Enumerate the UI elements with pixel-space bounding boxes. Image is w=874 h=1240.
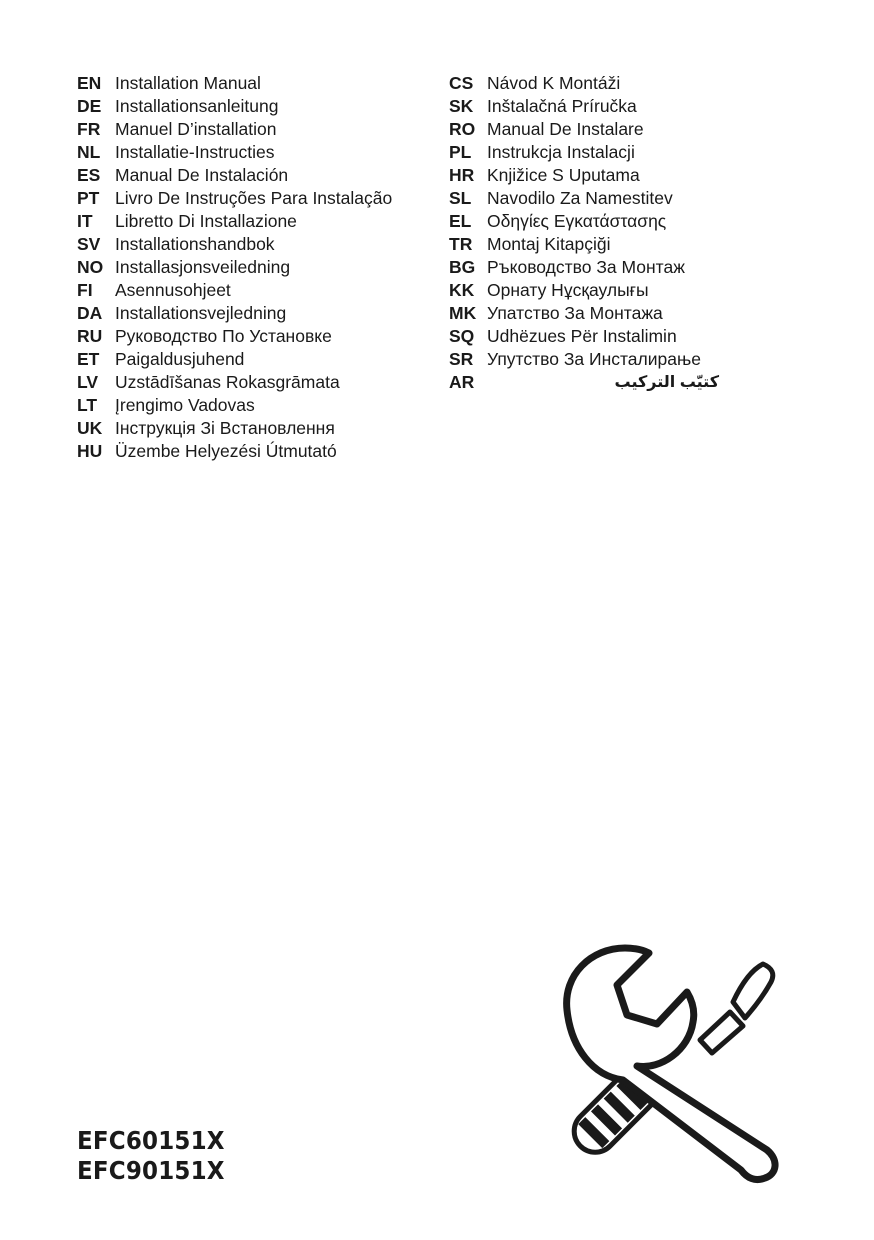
- language-code: SR: [449, 349, 474, 369]
- language-row-nl: [77, 141, 392, 164]
- language-row-mk: [449, 302, 719, 325]
- manual-title: Instrukcja Instalacji: [487, 142, 635, 162]
- manual-title: Руководство По Установке: [115, 326, 332, 346]
- language-row-ar: [449, 371, 719, 394]
- language-code: PL: [449, 142, 472, 162]
- language-code: IT: [77, 211, 93, 231]
- manual-title: Manual De Instalare: [487, 119, 644, 139]
- language-row-et: [77, 348, 392, 371]
- language-code: MK: [449, 303, 477, 323]
- language-row-es: [77, 164, 392, 187]
- language-row-bg: [449, 256, 719, 279]
- language-row-de: [77, 95, 392, 118]
- language-code: RU: [77, 326, 103, 346]
- language-code: CS: [449, 73, 474, 93]
- manual-title: Installasjonsveiledning: [115, 257, 291, 277]
- manual-title: Installatie-Instructies: [115, 142, 275, 162]
- manual-title: Інструкція Зі Встановлення: [115, 418, 335, 438]
- language-row-hr: [449, 164, 719, 187]
- manual-title: Návod K Montáži: [487, 73, 621, 93]
- language-row-sk: [449, 95, 719, 118]
- manual-title: Navodilo Za Namestitev: [487, 188, 673, 208]
- manual-title: Udhëzues Për Instalimin: [487, 326, 677, 346]
- language-row-sv: [77, 233, 392, 256]
- language-code: AR: [449, 372, 475, 392]
- manual-title: Οδηγίες Εγκατάστασης: [487, 211, 667, 231]
- model-numbers: [77, 1126, 225, 1186]
- language-row-sq: [449, 325, 719, 348]
- language-row-uk: [77, 417, 392, 440]
- language-row-fr: [77, 118, 392, 141]
- language-code: PT: [77, 188, 100, 208]
- language-code: FR: [77, 119, 101, 139]
- language-row-tr: [449, 233, 719, 256]
- manual-title: Упутство За Инсталирање: [487, 349, 701, 369]
- language-code: HR: [449, 165, 475, 185]
- language-row-lv: [77, 371, 392, 394]
- language-row-kk: [449, 279, 719, 302]
- manual-title: Libretto Di Installazione: [115, 211, 297, 231]
- language-code: FI: [77, 280, 93, 300]
- language-code: SQ: [449, 326, 475, 346]
- language-code: HU: [77, 441, 103, 461]
- manual-title: Inštalačná Príručka: [487, 96, 637, 116]
- manual-title: Uzstādīšanas Rokasgrāmata: [115, 372, 340, 392]
- language-code: NO: [77, 257, 104, 277]
- language-row-el: [449, 210, 719, 233]
- manual-title: Installationsanleitung: [115, 96, 279, 116]
- manual-title: Ръководство За Монтаж: [487, 257, 685, 277]
- manual-title: كتيّب التركيب: [614, 374, 719, 391]
- manual-title: Орнату Нұсқаулығы: [487, 280, 649, 300]
- language-code: SV: [77, 234, 101, 254]
- language-code: EN: [77, 73, 102, 93]
- language-code: NL: [77, 142, 101, 162]
- language-row-cs: [449, 72, 719, 95]
- language-code: ET: [77, 349, 100, 369]
- manual-title: Įrengimo Vadovas: [115, 395, 255, 415]
- language-code: DE: [77, 96, 102, 116]
- language-code: LV: [77, 372, 99, 392]
- language-code: KK: [449, 280, 475, 300]
- language-row-hu: [77, 440, 392, 463]
- language-code: BG: [449, 257, 476, 277]
- language-row-sr: [449, 348, 719, 371]
- language-code: EL: [449, 211, 472, 231]
- manual-title: Livro De Instruções Para Instalação: [115, 188, 393, 208]
- wrench-screwdriver-icon: [555, 940, 795, 1190]
- language-code: TR: [449, 234, 473, 254]
- manual-title: Installation Manual: [115, 73, 261, 93]
- language-code: SK: [449, 96, 474, 116]
- language-code: LT: [77, 395, 98, 415]
- manual-title: Manual De Instalación: [115, 165, 289, 185]
- language-code: ES: [77, 165, 101, 185]
- model-number: EFC90151X: [77, 1156, 225, 1185]
- language-list-right: [449, 72, 719, 394]
- language-row-no: [77, 256, 392, 279]
- model-number: EFC60151X: [77, 1126, 225, 1155]
- manual-title: Montaj Kitapçiği: [487, 234, 611, 254]
- language-row-da: [77, 302, 392, 325]
- language-row-pl: [449, 141, 719, 164]
- manual-title: Asennusohjeet: [115, 280, 231, 300]
- manual-title: Упатство За Монтажа: [487, 303, 663, 323]
- language-row-it: [77, 210, 392, 233]
- language-code: DA: [77, 303, 103, 323]
- manual-title: Knjižice S Uputama: [487, 165, 640, 185]
- manual-title: Manuel D’installation: [115, 119, 277, 139]
- language-row-en: [77, 72, 392, 95]
- language-code: SL: [449, 188, 472, 208]
- manual-title: Installationsvejledning: [115, 303, 287, 323]
- manual-title: Paigaldusjuhend: [115, 349, 245, 369]
- language-list-left: [77, 72, 392, 463]
- language-code: RO: [449, 119, 476, 139]
- language-row-ru: [77, 325, 392, 348]
- language-row-pt: [77, 187, 392, 210]
- language-row-ro: [449, 118, 719, 141]
- manual-title: Installationshandbok: [115, 234, 275, 254]
- language-row-sl: [449, 187, 719, 210]
- manual-title: Üzembe Helyezési Útmutató: [115, 441, 337, 461]
- language-row-fi: [77, 279, 392, 302]
- language-code: UK: [77, 418, 103, 438]
- language-row-lt: [77, 394, 392, 417]
